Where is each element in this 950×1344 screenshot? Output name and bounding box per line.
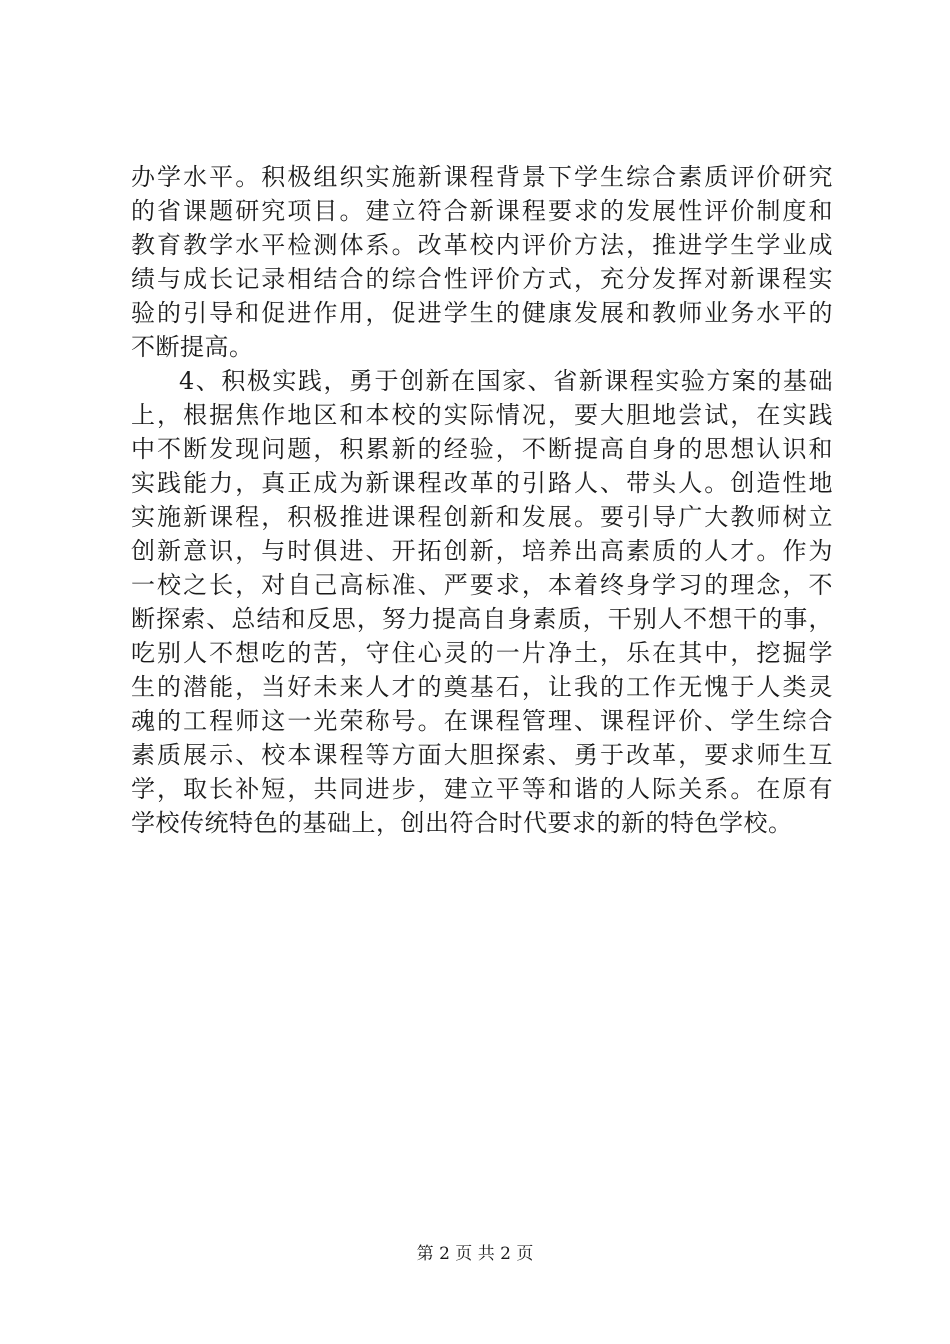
page-number-footer: 第 2 页 共 2 页 xyxy=(416,1244,534,1264)
text-line: 创新意识，与时俱进、开拓创新，培养出高素质的人才。作为 xyxy=(131,537,833,565)
text-line: 生的潜能，当好未来人才的奠基石，让我的工作无愧于人类灵 xyxy=(131,673,833,701)
text-line: 断探索、总结和反思，努力提高自身素质，干别人不想干的事， xyxy=(131,605,833,633)
text-line: 实践能力，真正成为新课程改革的引路人、带头人。创造性地 xyxy=(131,469,833,497)
text-line: 办学水平。积极组织实施新课程背景下学生综合素质评价研究 xyxy=(131,163,833,191)
text-line: 实施新课程，积极推进课程创新和发展。要引导广大教师树立 xyxy=(131,503,833,531)
paragraph-2 xyxy=(131,364,833,840)
text-line: 吃别人不想吃的苦，守住心灵的一片净土，乐在其中，挖掘学 xyxy=(131,639,833,667)
body-text xyxy=(131,160,833,840)
paragraph-1 xyxy=(131,160,833,364)
text-line: 上，根据焦作地区和本校的实际情况，要大胆地尝试，在实践 xyxy=(131,401,833,429)
text-line: 学，取长补短，共同进步，建立平等和谐的人际关系。在原有 xyxy=(131,775,833,803)
text-line: 的省课题研究项目。建立符合新课程要求的发展性评价制度和 xyxy=(131,197,833,225)
text-line: 绩与成长记录相结合的综合性评价方式，充分发挥对新课程实 xyxy=(131,265,833,293)
text-line: 教育教学水平检测体系。改革校内评价方法，推进学生学业成 xyxy=(131,231,833,259)
text-line: 魂的工程师这一光荣称号。在课程管理、课程评价、学生综合 xyxy=(131,707,833,735)
text-line: 中不断发现问题，积累新的经验，不断提高自身的思想认识和 xyxy=(131,435,833,463)
text-line: 素质展示、校本课程等方面大胆探索、勇于改革，要求师生互 xyxy=(131,741,833,769)
text-line: 验的引导和促进作用，促进学生的健康发展和教师业务水平的 xyxy=(131,299,833,327)
text-line: 一校之长，对自己高标准、严要求，本着终身学习的理念，不 xyxy=(131,571,833,599)
text-line: 4、积极实践，勇于创新在国家、省新课程实验方案的基础 xyxy=(179,367,833,395)
text-line: 学校传统特色的基础上，创出符合时代要求的新的特色学校。 xyxy=(131,809,793,837)
text-line: 不断提高。 xyxy=(131,333,254,361)
